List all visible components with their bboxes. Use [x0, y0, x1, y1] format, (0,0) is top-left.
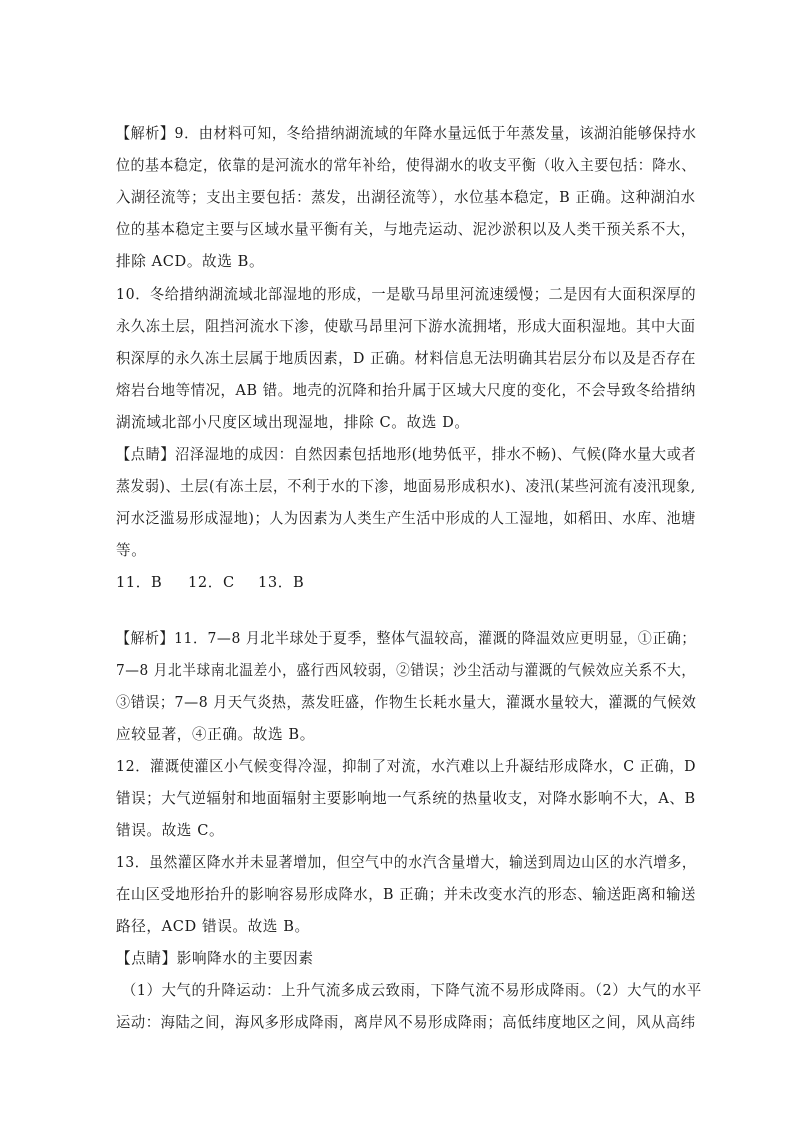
text-line: ③错误；7—8 月天气炎热，蒸发旺盛，作物生长耗水量大，灌溉水量较大，灌溉的气候效: [116, 694, 697, 711]
text-line: 位的基本稳定主要与区域水量平衡有关，与地壳运动、泥沙淤积以及人类干预关系不大，: [116, 221, 696, 238]
text-line: 运动：海陆之间，海风多形成降雨，离岸风不易形成降雨；高低纬度地区之间，风从高纬: [116, 1014, 696, 1031]
text-line: 【点睛】影响降水的主要因素: [116, 950, 314, 967]
answer-11: 11．B: [116, 574, 163, 591]
text-line: 在山区受地形抬升的影响容易形成降水，B 正确；并未改变水汽的形态、输送距离和输送: [116, 886, 696, 903]
text-line: 错误。故选 C。: [116, 822, 225, 839]
text-line: 积深厚的永久冻土层属于地质因素，D 正确。材料信息无法明确其岩层分布以及是否存在: [116, 350, 696, 367]
text-line: 等。: [116, 542, 147, 559]
text-line: 13．虽然灌区降水并未显著增加，但空气中的水汽含量增大，输送到周边山区的水汽增多，: [116, 854, 697, 871]
answer-12: 12．C: [188, 574, 235, 591]
text-line: 【点睛】沼泽湿地的成因：自然因素包括地形(地势低平，排水不畅)、气候(降水量大或者: [116, 446, 697, 463]
text-line: 位的基本稳定，依靠的是河流水的常年补给，使得湖水的收支平衡（收入主要包括：降水、: [116, 157, 696, 174]
text-line: 应较显著，④正确。故选 B。: [116, 726, 315, 743]
text-line: 永久冻土层，阻挡河流水下渗，使歇马昂里河下游水流拥堵，形成大面积湿地。其中大面: [116, 318, 696, 335]
text-line: 路径，ACD 错误。故选 B。: [116, 918, 310, 935]
text-line: 【解析】9．由材料可知，冬给措纳湖流域的年降水量远低于年蒸发量，该湖泊能够保持水: [116, 125, 697, 142]
text-line: 入湖径流等；支出主要包括：蒸发，出湖径流等），水位基本稳定，B 正确。这种湖泊水: [116, 189, 696, 206]
text-line: 蒸发弱)、土层(有冻土层，不利于水的下渗，地面易形成积水)、凌汛(某些河流有凌汛现象,: [116, 478, 696, 495]
text-line: 湖流域北部小尺度区域出现湿地，排除 C。故选 D。: [116, 414, 470, 431]
text-line: （1）大气的升降运动：上升气流多成云致雨，下降气流不易形成降雨。（2）大气的水平: [122, 982, 702, 999]
text-line: 7—8 月北半球南北温差小，盛行西风较弱，②错误；沙尘活动与灌溉的气候效应关系不大，: [116, 662, 696, 679]
text-line: 错误；大气逆辐射和地面辐射主要影响地一气系统的热量收支，对降水影响不大，A、B: [116, 790, 696, 807]
text-line: 排除 ACD。故选 B。: [116, 253, 265, 270]
text-line: 熔岩台地等情况，AB 错。地壳的沉降和抬升属于区域大尺度的变化，不会导致冬给措纳: [116, 382, 696, 399]
answer-13: 13．B: [258, 574, 305, 591]
text-line: 12．灌溉使灌区小气候变得冷湿，抑制了对流，水汽难以上升凝结形成降水，C 正确，D: [116, 758, 697, 775]
answer-row: [116, 573, 304, 593]
text-line: 河水泛滥易形成湿地)；人为因素为人类生产生活中形成的人工湿地，如稻田、水库、池塘: [116, 510, 696, 527]
text-line: 10．冬给措纳湖流域北部湿地的形成，一是歇马昂里河流速缓慢；二是因有大面积深厚的: [116, 286, 697, 303]
text-line: 【解析】11．7—8 月北半球处于夏季，整体气温较高，灌溉的降温效应更明显，①正确；: [116, 630, 696, 647]
